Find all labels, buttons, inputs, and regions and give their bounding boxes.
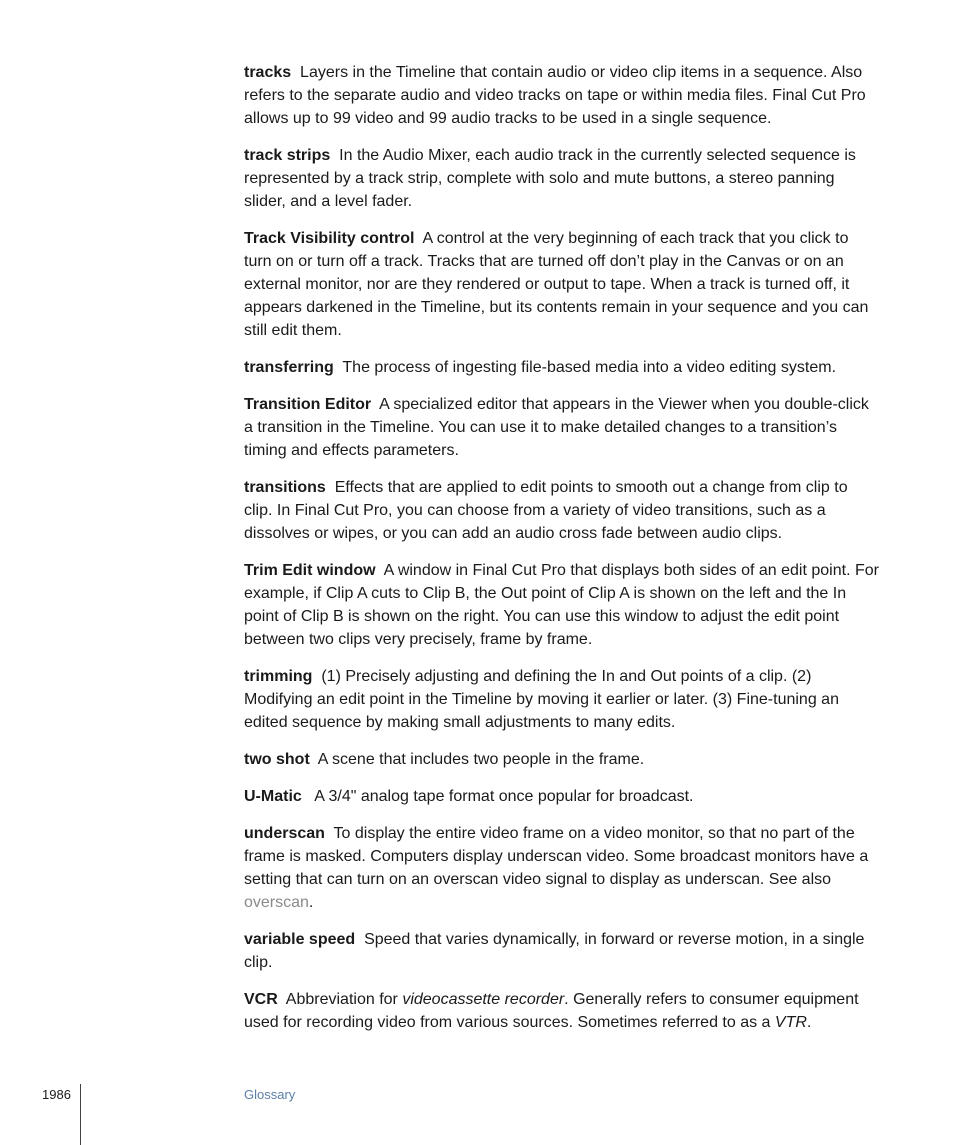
entry-definition: The process of ingesting file-based media into a video editing system. bbox=[342, 359, 837, 376]
glossary-entry-variable-speed bbox=[244, 928, 880, 974]
entry-definition-part: Abbreviation for bbox=[285, 991, 403, 1008]
entry-term: trimming bbox=[244, 668, 313, 685]
entry-term: underscan bbox=[244, 825, 325, 842]
entry-definition: In the Audio Mixer, each audio track in the currently selected sequence is represented by a track strip, complete with solo and mute buttons, a stereo panning slider, and a level fader. bbox=[244, 147, 856, 210]
entry-definition: A control at the very beginning of each track that you click to turn on or turn off a track. Tracks that are turned off don’t play in the Canvas or on an external monitor, nor are they rendered or output to tape. When a track is turned off, it appears darkened in the Timeline, but its contents remain in your sequence and you can still edit them. bbox=[244, 230, 869, 339]
glossary-entry-vcr bbox=[244, 988, 880, 1034]
entry-definition-emphasis: VTR bbox=[774, 1014, 807, 1031]
overscan-link[interactable]: overscan bbox=[244, 894, 309, 911]
entry-definition: Effects that are applied to edit points to smooth out a change from clip to clip. In Final Cut Pro, you can choose from a variety of video transitions, such as a dissolves or wipes, or you can add an audio cross fade between audio clips. bbox=[244, 479, 848, 542]
glossary-entry-trim-edit-window bbox=[244, 559, 880, 651]
entry-term: tracks bbox=[244, 64, 292, 81]
entry-definition-part: . bbox=[806, 1014, 812, 1031]
glossary-entry-transferring bbox=[244, 356, 880, 379]
glossary-entry-transition-editor bbox=[244, 393, 880, 462]
glossary-entry-two-shot bbox=[244, 748, 880, 771]
entry-term: Trim Edit window bbox=[244, 562, 376, 579]
entry-definition: A window in Final Cut Pro that displays both sides of an edit point. For example, if Clip A cuts to Clip B, the Out point of Clip A is shown on the left and the In point of Clip B is shown on the right. You can use this window to adjust the edit point between two clips very precisely, frame by frame. bbox=[244, 562, 879, 648]
entry-definition: A scene that includes two people in the frame. bbox=[317, 751, 645, 768]
glossary-entry-u-matic bbox=[244, 785, 880, 808]
entry-definition-part: . Generally refers to consumer equipment used for recording video from various sources. Sometimes referred to as a bbox=[244, 991, 859, 1031]
entry-definition: To display the entire video frame on a video monitor, so that no part of the frame is masked. Computers display underscan video. Some broadcast monitors have a setting that can turn on an overscan video signal to display as underscan. See also bbox=[244, 825, 869, 888]
entry-term: Transition Editor bbox=[244, 396, 372, 413]
entry-definition-end: . bbox=[308, 894, 314, 911]
glossary-entry-track-strips bbox=[244, 144, 880, 213]
entry-term: track strips bbox=[244, 147, 331, 164]
glossary-entry-trimming bbox=[244, 665, 880, 734]
glossary-content bbox=[244, 61, 880, 1048]
footer-section-label[interactable]: Glossary bbox=[244, 1087, 296, 1102]
entry-term: U-Matic bbox=[244, 788, 302, 805]
glossary-entry-transitions bbox=[244, 476, 880, 545]
entry-definition-emphasis: videocassette recorder bbox=[402, 991, 565, 1008]
entry-definition: A specialized editor that appears in the Viewer when you double-click a transition in the Timeline. You can use it to make detailed changes to a transition’s timing and effects parameters. bbox=[244, 396, 869, 459]
entry-term: variable speed bbox=[244, 931, 356, 948]
entry-term: Track Visibility control bbox=[244, 230, 415, 247]
entry-term: VCR bbox=[244, 991, 278, 1008]
page-number: 1986 bbox=[42, 1087, 71, 1102]
entry-definition: (1) Precisely adjusting and defining the In and Out points of a clip. (2) Modifying an edit point in the Timeline by moving it earlier or later. (3) Fine-tuning an edited sequence by making small adjustments to many edits. bbox=[244, 668, 839, 731]
glossary-entry-underscan bbox=[244, 822, 880, 914]
glossary-entry-track-visibility-control bbox=[244, 227, 880, 342]
footer-divider bbox=[80, 1084, 81, 1145]
entry-term: transitions bbox=[244, 479, 326, 496]
glossary-entry-tracks bbox=[244, 61, 880, 130]
entry-definition: Layers in the Timeline that contain audio or video clip items in a sequence. Also refers to the separate audio and video tracks on tape or within media files. Final Cut Pro allows up to 99 video and 99 audio tracks to be used in a single sequence. bbox=[244, 64, 866, 127]
entry-term: transferring bbox=[244, 359, 334, 376]
entry-definition: A 3/4" analog tape format once popular for broadcast. bbox=[314, 788, 694, 805]
entry-term: two shot bbox=[244, 751, 310, 768]
entry-definition: Speed that varies dynamically, in forward or reverse motion, in a single clip. bbox=[244, 931, 865, 971]
